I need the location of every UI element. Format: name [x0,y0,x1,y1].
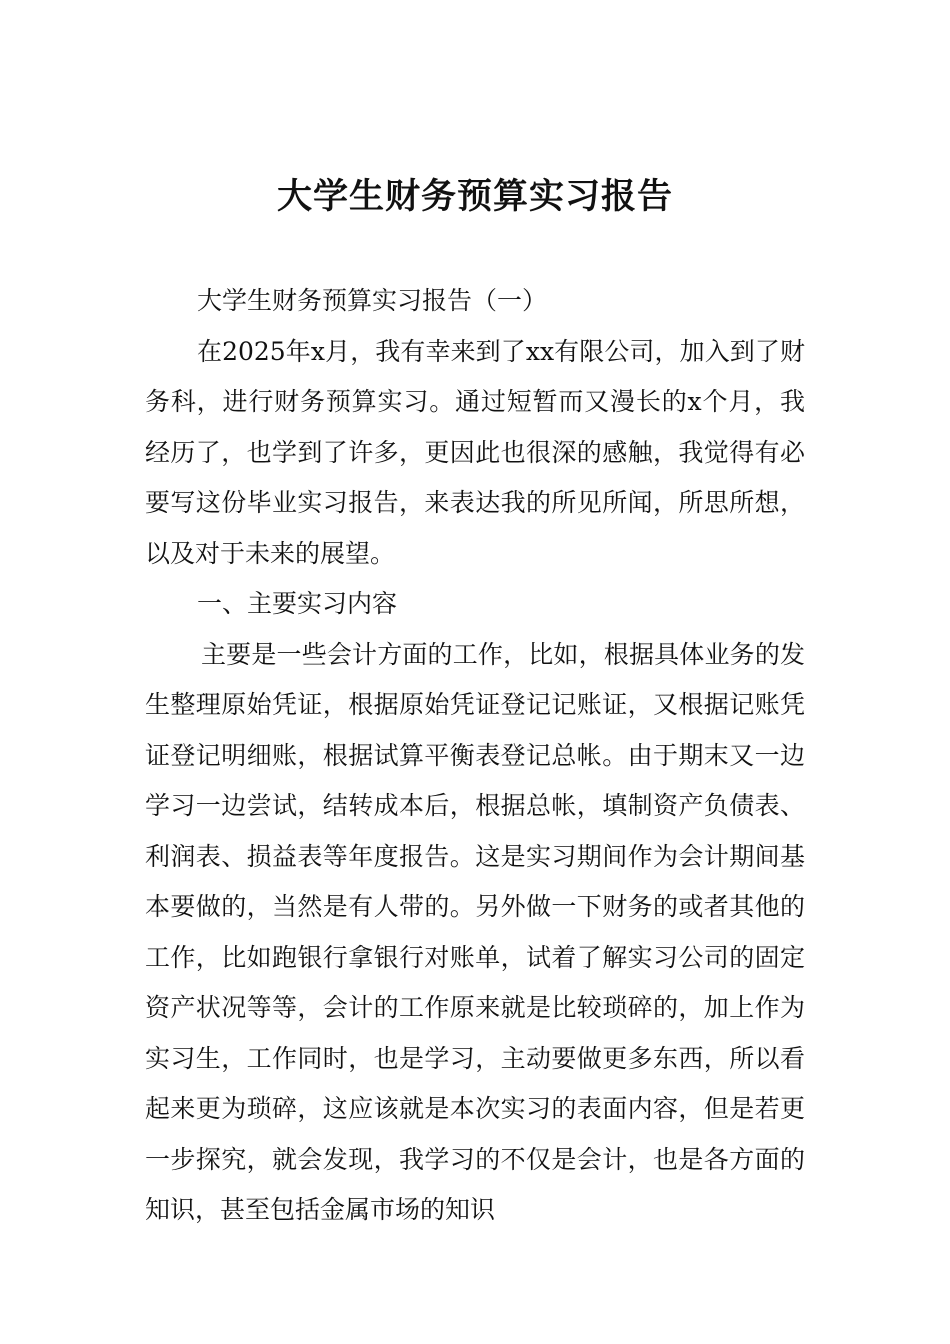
report-subtitle: 大学生财务预算实习报告（一） [197,286,548,315]
document-body [145,276,805,1236]
document-title: 大学生财务预算实习报告 [276,177,673,217]
paragraph-main-content: 主要是一些会计方面的工作，比如，根据具体业务的发生整理原始凭证，根据原始凭证登记记账证，又根据记账凭证登记明细账，根据试算平衡表登记总帐。由于期末又一边学习一边尝试，结转成本后，根据总帐，填制资产负债表、利润表、损益表等年度报告。这是实习期间作为会计期间基本要做的，当然是有人带的。另外做一下财务的或者其他的工作，比如跑银行拿银行对账单，试着了解实习公司的固定资产状况等等，会计的工作原来就是比较琐碎的，加上作为实习生，工作同时，也是学习，主动要做更多东西，所以看起来更为琐碎，这应该就是本次实习的表面内容，但是若更一步探究，就会发现，我学习的不仅是会计，也是各方面的知识，甚至包括金属市场的知识 [145,639,805,1224]
paragraph-intro: 在2025年x月，我有幸来到了xx有限公司，加入到了财务科，进行财务预算实习。通过短暂而又漫长的x个月，我经历了，也学到了许多，更因此也很深的感触，我觉得有必要写这份毕业实习报告，来表达我的所见所闻，所思所想，以及对于未来的展望。 [145,336,805,568]
section-heading-main-content: 一、主要实习内容 [197,589,398,618]
